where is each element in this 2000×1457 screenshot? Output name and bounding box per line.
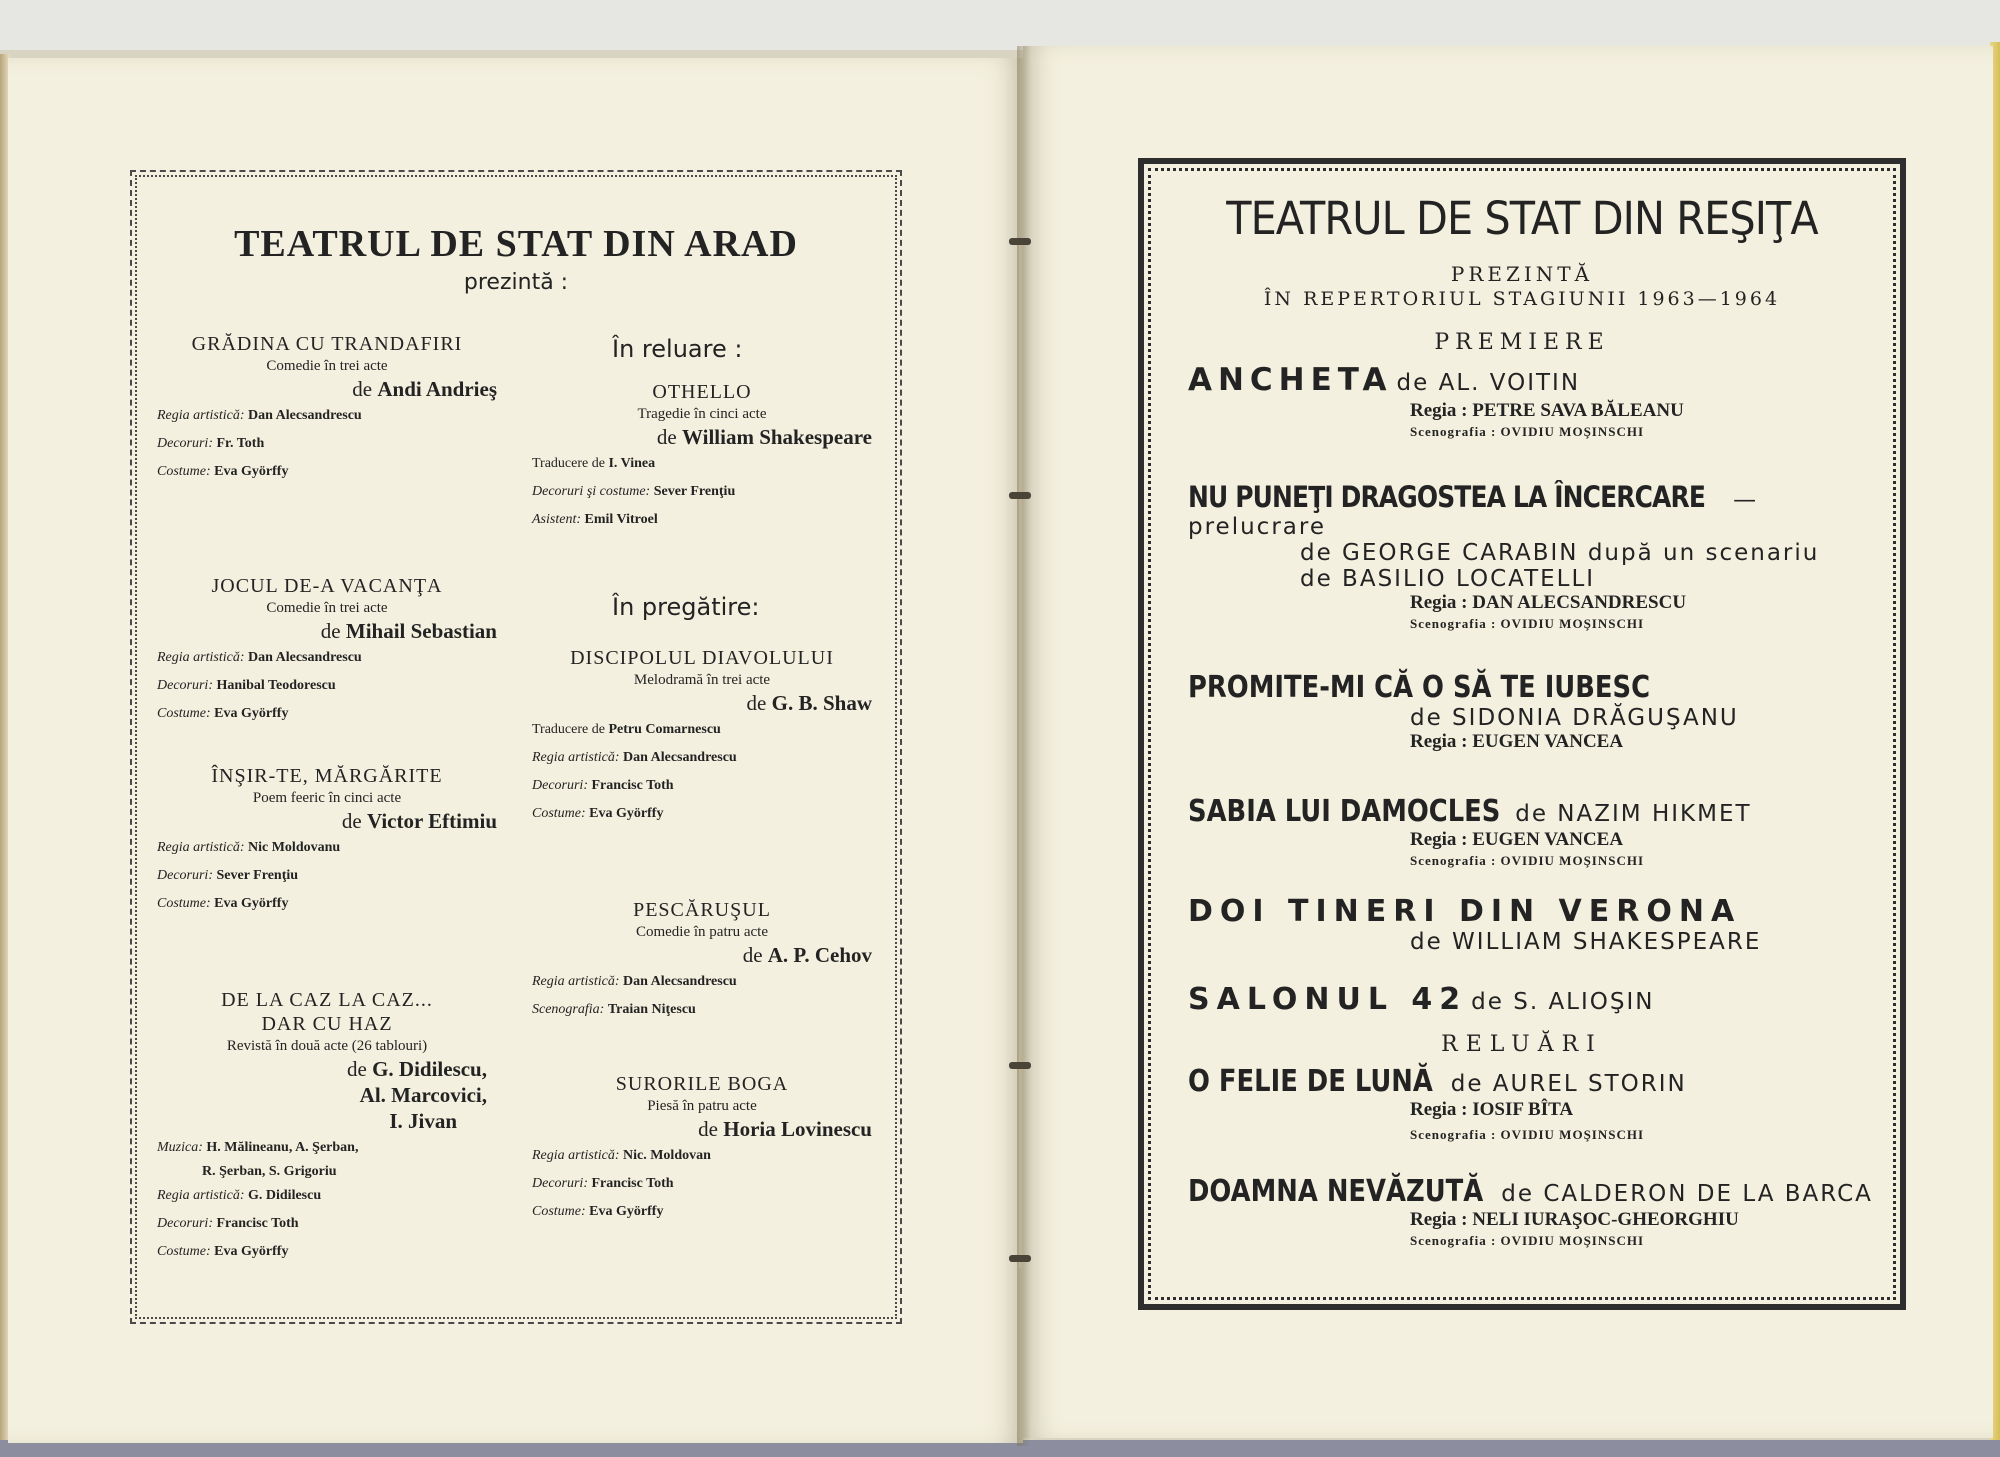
author-prefix: de (341, 809, 362, 833)
play-author: de CALDERON DE LA BARCA (1501, 1181, 1873, 1207)
play-title: NU PUNEŢI DRAGOSTEA LA ÎNCERCARE (1188, 480, 1706, 514)
author-name: Mihail Sebastian (345, 619, 497, 643)
credit-person: Sever Frenţiu (216, 868, 299, 883)
credit-role: Costume: (157, 1244, 211, 1259)
author-name: Al. Marcovici, (359, 1083, 487, 1107)
play-title: PROMITE-MI CĂ O SĂ TE IUBESC (1188, 670, 1651, 705)
play-author (532, 424, 872, 450)
play-genre: Melodramă în trei acte (633, 672, 771, 688)
arad-column-2 (532, 332, 872, 1226)
arad-title: TEATRUL DE STAT DIN ARAD (234, 223, 798, 265)
play-scenography: Scenografia : OVIDIU MOŞINSCHI (1410, 1233, 1645, 1248)
play-title: DOI TINERI DIN VERONA (1188, 894, 1742, 929)
credit-line (532, 478, 872, 506)
author-prefix: de (320, 619, 341, 643)
credit-person: Eva Györffy (214, 464, 289, 479)
credit-person: Eva Györffy (214, 1244, 289, 1259)
play-author-line2: de BASILIO LOCATELLI (1300, 566, 1596, 592)
author-name: G. B. Shaw (771, 691, 872, 715)
author-name: Andi Andrieş (377, 377, 497, 401)
play-author (157, 618, 497, 644)
arad-column-1 (157, 332, 497, 1266)
author-prefix: de (352, 377, 373, 401)
play-author: de SIDONIA DRĂGUŞANU (1410, 705, 1739, 731)
credit-role: Costume: (532, 806, 586, 821)
credit-person: G. Didilescu (248, 1188, 322, 1203)
credit-line (157, 430, 497, 458)
credit-role: Regia artistică: (532, 750, 620, 765)
credit-role: Costume: (532, 1204, 586, 1219)
credit-role: Traducere de (532, 722, 605, 737)
play-director: Regia : DAN ALECSANDRESCU (1410, 592, 1687, 613)
play-author-line3 (157, 1108, 497, 1134)
play-author (532, 690, 872, 716)
credit-line (157, 1238, 497, 1266)
credit-line (532, 996, 872, 1024)
credit-person: Hanibal Teodorescu (216, 678, 336, 693)
play-title: SURORILE BOGA (615, 1073, 789, 1095)
credit-line (157, 1210, 497, 1238)
credit-line (532, 1198, 872, 1226)
play-sabia-lui-damocles (1188, 794, 1888, 869)
credit-person: Eva Györffy (589, 806, 664, 821)
play-author: de NAZIM HIKMET (1515, 801, 1752, 827)
play-director: Regia : EUGEN VANCEA (1410, 731, 1624, 752)
credit-role: Muzica: (157, 1140, 203, 1155)
credit-role: Decoruri: (532, 1176, 588, 1191)
credit-person: Francisc Toth (591, 1176, 674, 1191)
credit-line (532, 506, 872, 534)
credit-person: Emil Vitroel (584, 512, 658, 527)
play-adaptation-note: — prelucrare (1188, 487, 1759, 540)
credit-line (157, 402, 497, 430)
author-prefix: de (698, 1117, 718, 1141)
author-name: William Shakespeare (682, 425, 872, 449)
play-scenography: Scenografia : OVIDIU MOŞINSCHI (1410, 616, 1645, 631)
binding-stitch (1009, 238, 1031, 245)
credit-person: I. Vinea (608, 456, 656, 471)
credit-line (532, 716, 872, 744)
resita-season: ÎN REPERTORIUL STAGIUNII 1963—1964 (1263, 288, 1781, 310)
play-author: de GEORGE CARABIN după un scenariu (1300, 540, 1820, 566)
credit-role: Decoruri: (157, 678, 213, 693)
play-ancheta (1188, 362, 1888, 440)
binding-thread (1019, 238, 1022, 1268)
resita-program-frame (1138, 158, 1906, 1310)
credit-role: Decoruri: (157, 1216, 213, 1231)
play-author: de S. ALIOŞIN (1471, 989, 1655, 1015)
arad-program-frame (130, 170, 902, 1324)
play-director: Regia : EUGEN VANCEA (1410, 829, 1624, 850)
play-director: Regia : IOSIF BÎTA (1410, 1099, 1574, 1120)
play-title: ANCHETA (1188, 362, 1393, 398)
credit-person: Sever Frenţiu (653, 484, 736, 499)
credit-line (157, 700, 497, 728)
credit-person: Dan Alecsandrescu (248, 650, 362, 665)
play-author: de WILLIAM SHAKESPEARE (1410, 929, 1762, 955)
credit-role: Decoruri: (532, 778, 588, 793)
credit-role: Decoruri: (157, 436, 213, 451)
resita-presents: PREZINTĂ (1450, 262, 1594, 286)
right-page (1023, 46, 1993, 1438)
play-genre: Revistă în două acte (26 tablouri) (226, 1038, 428, 1054)
credit-role: Regia artistică: (157, 840, 245, 855)
play-o-felie-de-luna (1188, 1064, 1888, 1143)
credit-role: Decoruri şi costume: (532, 484, 651, 499)
credit-role: Traducere de (532, 456, 605, 471)
credit-role: Regia artistică: (532, 974, 620, 989)
credit-line (532, 800, 872, 828)
credit-line (532, 772, 872, 800)
play-genre: Comedie în patru acte (635, 924, 769, 940)
play-scenography: Scenografia : OVIDIU MOŞINSCHI (1410, 853, 1645, 868)
credit-line (157, 1162, 497, 1182)
play-scenography: Scenografia : OVIDIU MOŞINSCHI (1410, 424, 1645, 439)
play-author-line2 (157, 1082, 497, 1108)
credit-line (532, 450, 872, 478)
play-title: DE LA CAZ LA CAZ... (221, 989, 433, 1011)
play-author (532, 942, 872, 968)
background-top (0, 0, 2000, 50)
credit-person: Dan Alecsandrescu (623, 974, 737, 989)
arad-subtitle: prezintă : (463, 270, 569, 295)
credit-role: Regia artistică: (157, 650, 245, 665)
credit-line (532, 968, 872, 996)
play-title: GRĂDINA CU TRANDAFIRI (191, 333, 463, 355)
play-author: de AUREL STORIN (1450, 1071, 1687, 1097)
play-author (157, 808, 497, 834)
author-prefix: de (742, 943, 763, 967)
credit-role: Costume: (157, 464, 211, 479)
credit-person: Eva Györffy (214, 706, 289, 721)
play-promite-mi (1188, 670, 1888, 753)
author-name: Horia Lovinescu (723, 1117, 872, 1141)
play-author (532, 1116, 872, 1142)
play-title: DOAMNA NEVĂZUTĂ (1188, 1174, 1484, 1209)
play-title: SABIA LUI DAMOCLES (1188, 794, 1501, 829)
play-title: DISCIPOLUL DIAVOLULUI (570, 647, 834, 669)
credit-line (157, 862, 497, 890)
play-genre: Tragedie în cinci acte (637, 406, 767, 422)
credit-person: Fr. Toth (216, 436, 265, 451)
play-entry (157, 948, 497, 1266)
credit-line (532, 744, 872, 772)
credit-person: Eva Györffy (589, 1204, 664, 1219)
play-entry (157, 734, 497, 948)
credit-role: Scenografia: (532, 1002, 605, 1017)
credit-person: Eva Györffy (214, 896, 289, 911)
play-doi-tineri (1188, 894, 1888, 955)
credit-role: Regia artistică: (532, 1148, 620, 1163)
credit-person: Francisc Toth (216, 1216, 299, 1231)
play-scenography: Scenografia : OVIDIU MOŞINSCHI (1410, 1127, 1645, 1142)
play-genre: Comedie în trei acte (266, 358, 388, 374)
play-title: OTHELLO (652, 381, 752, 403)
play-title-line2: DAR CU HAZ (261, 1013, 393, 1035)
credit-person: Nic Moldovanu (248, 840, 341, 855)
left-page (8, 58, 1023, 1443)
credit-line (157, 672, 497, 700)
play-title: JOCUL DE-A VACANŢA (211, 575, 443, 597)
credit-person: Francisc Toth (591, 778, 674, 793)
credit-role: Decoruri: (157, 868, 213, 883)
play-author (157, 376, 497, 402)
play-doamna-nevazuta (1188, 1174, 1888, 1249)
section-reluare: În reluare : (612, 335, 743, 363)
play-author: de AL. VOITIN (1396, 370, 1581, 396)
play-entry (157, 332, 497, 522)
play-entry (532, 828, 872, 1024)
credit-line (157, 834, 497, 862)
play-genre: Piesă în patru acte (647, 1098, 757, 1114)
author-prefix: de (656, 425, 677, 449)
play-genre: Poem feeric în cinci acte (252, 790, 402, 806)
credit-role: Regia artistică: (157, 408, 245, 423)
credit-line (157, 890, 497, 918)
binding-stitch (1009, 1255, 1031, 1262)
credit-line (532, 1142, 872, 1170)
play-title: ÎNŞIR-TE, MĂRGĂRITE (211, 765, 443, 787)
play-director: Regia : PETRE SAVA BĂLEANU (1410, 400, 1684, 421)
play-entry (157, 522, 497, 734)
credit-line (532, 1170, 872, 1198)
credit-person: Dan Alecsandrescu (623, 750, 737, 765)
credit-role: Costume: (157, 706, 211, 721)
play-title: SALONUL 42 (1188, 982, 1468, 1017)
author-prefix: de (346, 1057, 367, 1081)
credit-person: Traian Niţescu (607, 1002, 696, 1017)
play-genre: Comedie în trei acte (266, 600, 388, 616)
play-entry (532, 624, 872, 828)
resita-title: TEATRUL DE STAT DIN REŞIŢA (1226, 192, 1818, 245)
credit-person: Petru Comarnescu (608, 722, 721, 737)
author-name: Victor Eftimiu (366, 809, 497, 833)
play-author (157, 1056, 497, 1082)
binding-stitch (1009, 492, 1031, 499)
play-nu-puneti (1188, 480, 1888, 632)
credit-person: R. Şerban, S. Grigoriu (202, 1164, 337, 1179)
credit-role: Asistent: (532, 512, 581, 527)
credit-person: Dan Alecsandrescu (248, 408, 362, 423)
author-name: A. P. Cehov (767, 943, 872, 967)
play-director: Regia : NELI IURAŞOC-GHEORGHIU (1410, 1209, 1739, 1230)
premiere-label: PREMIERE (1434, 330, 1610, 355)
credit-line (157, 458, 497, 486)
credit-line (157, 644, 497, 672)
author-name: I. Jivan (389, 1109, 457, 1133)
author-name: G. Didilescu, (372, 1057, 487, 1081)
credit-person: H. Mălineanu, A. Şerban, (206, 1140, 359, 1155)
play-entry (532, 366, 872, 550)
author-prefix: de (746, 691, 767, 715)
play-salonul-42 (1188, 982, 1888, 1017)
credit-person: Nic. Moldovan (623, 1148, 711, 1163)
reluari-label: RELUĂRI (1441, 1032, 1603, 1057)
play-title: O FELIE DE LUNĂ (1188, 1064, 1433, 1099)
credit-role: Regia artistică: (157, 1188, 245, 1203)
credit-role: Costume: (157, 896, 211, 911)
binding-stitch (1009, 1062, 1031, 1069)
credit-line (157, 1134, 497, 1162)
section-pregatire: În pregătire: (612, 593, 760, 621)
credit-line (157, 1182, 497, 1210)
play-entry (532, 1024, 872, 1226)
play-title: PESCĂRUŞUL (633, 899, 771, 921)
